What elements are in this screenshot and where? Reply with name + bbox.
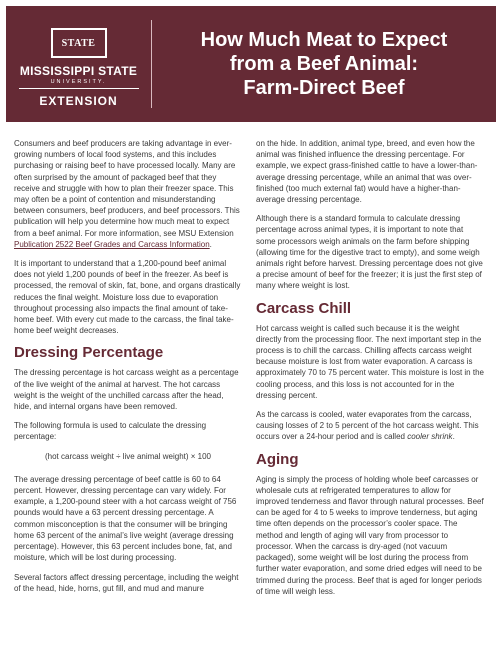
dressing-average-paragraph: The average dressing percentage of beef cattle is 60 to 64 percent. However, dressing percentage can vary widely. For example, a 1,200-pound steer with a hot carcass weight of 756 pounds would have a 63 percent dressing percentage. A common misconception is that the consumer will be bringing home 63 percent of the animal’s live weight (average dressing percentage). However, this 63 percent includes bone, fat, and moisture, which will be lost during processing. xyxy=(14,474,237,563)
state-seal-icon xyxy=(51,28,107,58)
seal-text: STATE xyxy=(51,28,107,58)
standard-formula-paragraph: Although there is a standard formula to calculate dressing percentage across animal types, it is important to note that some processors weigh animals on the farm before shipping (allowing time for the digestive tract to empty), and some weigh animals right before harvest. Dressing percentage does not give a precise amount of beef for the freezer; it is just the first step of many where weight is lost. xyxy=(256,214,483,291)
brand-name: MISSISSIPPI STATE xyxy=(19,64,138,78)
title-line-3: Farm-Direct Beef xyxy=(243,77,405,99)
title-line-2: from a Beef Animal: xyxy=(229,53,419,75)
weight-paragraph: It is important to understand that a 1,200-pound beef animal does not yield 1,200 pounds of beef in the freezer. As beef is processed, the removal of skin, fat, bone, and organs drastically reduces the final weight. Moisture loss due to evaporation throughout processing also impacts the final amount of take-home beef. With every cut made to the carcass, the final take-home beef weight decreases. xyxy=(14,259,241,336)
publication-link[interactable]: Publication 2522 Beef Grades and Carcass Information xyxy=(14,239,210,249)
aging-heading: Aging xyxy=(256,450,299,468)
page-title xyxy=(152,6,496,122)
intro-paragraph xyxy=(14,138,242,250)
intro-end: . xyxy=(209,239,212,249)
cooler-shrink-term: cooler shrink xyxy=(407,432,453,442)
cooler-shrink-text: As the carcass is cooled, water evaporates from the carcass, causing losses of 2 to 5 percent of the hot carcass weight. This occurs over a 24-hour period and is called xyxy=(256,410,479,442)
formula-intro: The following formula is used to calculate the dressing percentage: xyxy=(14,421,207,442)
brand-extension: EXTENSION xyxy=(39,94,118,108)
dressing-definition: The dressing percentage is hot carcass weight as a percentage of the live weight of the animal at harvest. The hot carcass weight is the weight of the unchilled carcass after the head, hide, and internal organs have been removed. xyxy=(14,368,239,412)
brand-university: UNIVERSITY. xyxy=(50,79,107,85)
left-column xyxy=(14,138,242,602)
msu-extension-logo[interactable] xyxy=(6,6,151,122)
header-banner xyxy=(6,6,496,122)
factors-continued-paragraph: on the hide. In addition, animal type, breed, and even how the animal was finished influence the dressing percentage. For example, we expect grass-finished cattle to have a lower-than-average dressing percentage, while an animal that was over-finished (too much external fat) would have a higher-than-average dressing percentage. xyxy=(256,139,478,205)
intro-text: Consumers and beef producers are taking advantage in ever-growing numbers of local food systems, and this includes purchasing or raising beef to have processed locally. Many are often surprised by the amount of packaged beef that they receive and struggle with how to plan their freezer space. This may often be a point of contention and misunderstanding between consumers, beef producers, and beef processors. This publication will help you determine how much meat to expect from a beef animal. For more information, see MSU Extension xyxy=(14,139,240,238)
hot-carcass-paragraph: Hot carcass weight is called such because it is the weight directly from the processing floor. The next important step in the process is to chill the carcass. Chilling affects carcass weight because moisture is lost from water evaporation. A carcass is approximately 70 to 75 percent water. This moisture is lost in the cooling process, and this loss is not accounted for in the dressing percent. xyxy=(256,323,484,400)
dressing-factors-paragraph: Several factors affect dressing percentage, including the weight of the head, hide, horns, gut fill, and mud and manure xyxy=(14,572,239,593)
brand-divider xyxy=(19,88,139,89)
right-column xyxy=(256,138,484,605)
title-line-1: How Much Meat to Expect xyxy=(200,29,448,51)
cooler-shrink-paragraph xyxy=(256,409,484,443)
carcass-chill-heading: Carcass Chill xyxy=(256,299,352,317)
cooler-shrink-end: . xyxy=(452,432,455,442)
dressing-formula: (hot carcass weight ÷ live animal weight) × 100 xyxy=(44,451,212,461)
dressing-percentage-heading: Dressing Percentage xyxy=(14,344,164,362)
aging-paragraph: Aging is simply the process of holding whole beef carcasses or wholesale cuts at refrigerated temperatures to allow for improved tenderness and flavor through natural processes. Beef can be aged for 4 to 5 weeks to improve tenderness, but aging time often depends on the processor’s cooler space. The method and length of aging will vary from processor to processor. When the carcass is dry-aged (not vacuum packaged), some weight will be lost during the process from further water evaporation, and some dried edges will need to be trimmed during the process. Beef that is aged for longer periods of time will weigh less. xyxy=(256,474,484,596)
